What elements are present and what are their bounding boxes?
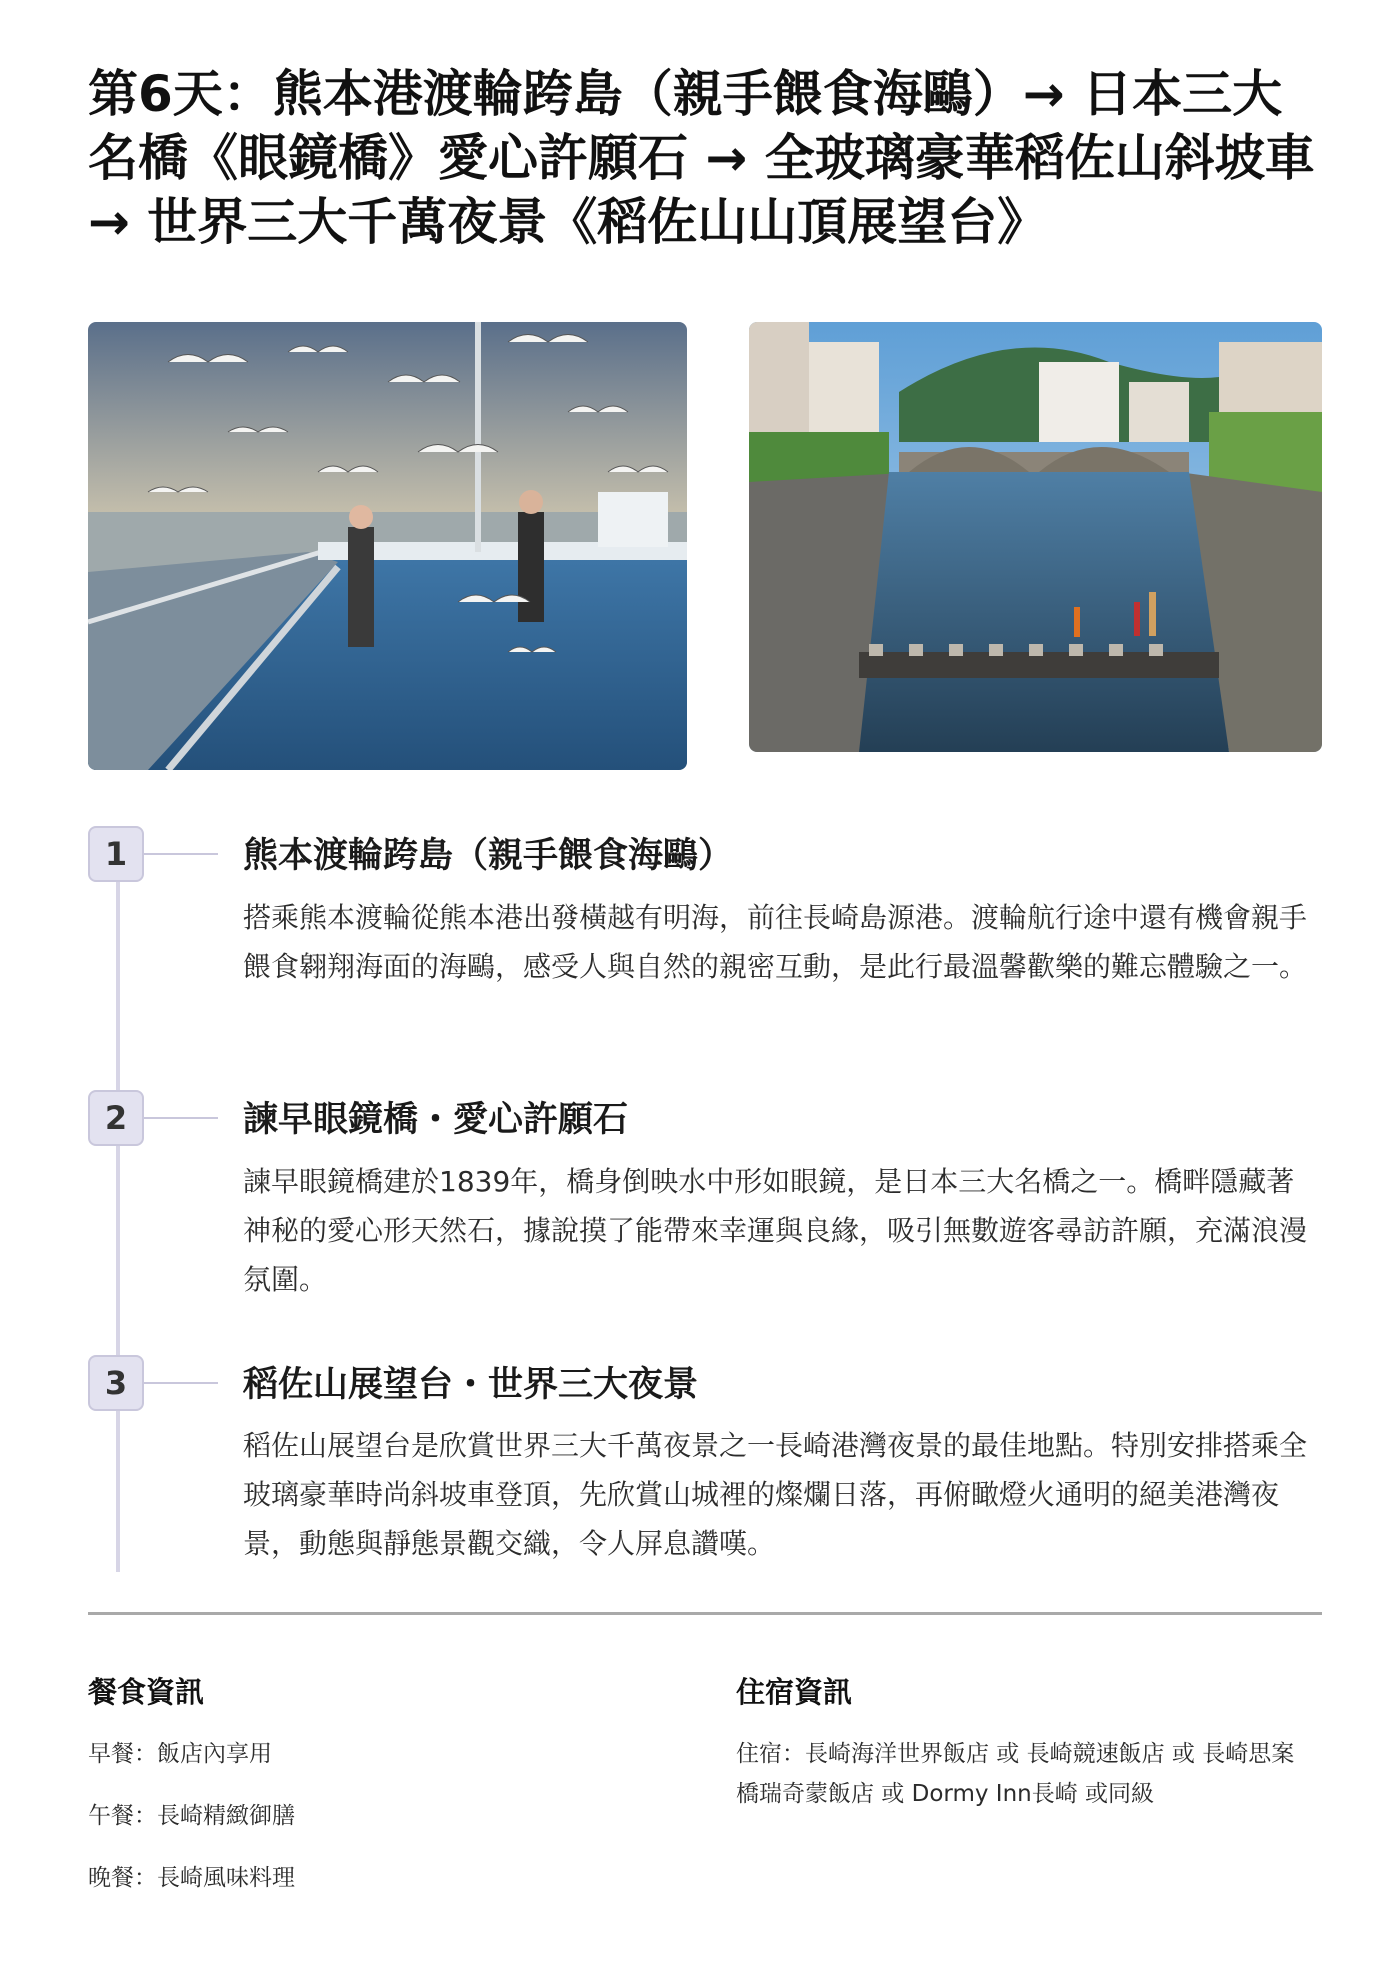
meal-breakfast: 早餐：飯店內享用 xyxy=(88,1741,272,1767)
step-title-1: 熊本渡輪跨島（親手餵食海鷗） xyxy=(243,836,734,876)
ferry-seagull-photo xyxy=(88,322,687,770)
step-title-3: 稻佐山展望台・世界三大夜景 xyxy=(243,1365,699,1405)
accommodation-heading: 住宿資訊 xyxy=(736,1675,853,1709)
page-title: 第6天：熊本港渡輪跨島（親手餵食海鷗）→ 日本三大名橋《眼鏡橋》愛心許願石 → 全玻璃豪華稻佐山斜坡車 → 世界三大千萬夜景《稻佐山山頂展望台》 xyxy=(88,65,1315,251)
timeline-line xyxy=(116,852,120,1572)
meal-lunch: 午餐：長崎精緻御膳 xyxy=(88,1803,295,1829)
step-title-2: 諫早眼鏡橋・愛心許願石 xyxy=(243,1100,629,1140)
section-divider xyxy=(88,1612,1322,1615)
accommodation-text: 住宿：長崎海洋世界飯店 或 長崎競速飯店 或 長崎思案橋瑞奇蒙飯店 或 Dormy Inn長崎 或同級 xyxy=(736,1741,1295,1807)
step-connector-3 xyxy=(144,1382,218,1384)
meals-heading: 餐食資訊 xyxy=(88,1675,205,1709)
megane-bridge-photo xyxy=(749,322,1322,752)
step-description-2: 諫早眼鏡橋建於1839年，橋身倒映水中形如眼鏡，是日本三大名橋之一。橋畔隱藏著神秘的愛心形天然石，據說摸了能帶來幸運與良緣，吸引無數遊客尋訪許願，充滿浪漫氛圍。 xyxy=(243,1165,1308,1296)
step-description-3: 稻佐山展望台是欣賞世界三大千萬夜景之一長崎港灣夜景的最佳地點。特別安排搭乘全玻璃豪華時尚斜坡車登頂，先欣賞山城裡的燦爛日落，再俯瞰燈火通明的絕美港灣夜景，動態與靜態景觀交織，令人屏息讚嘆。 xyxy=(243,1429,1308,1560)
step-connector-1 xyxy=(144,853,218,855)
step-connector-2 xyxy=(144,1117,218,1119)
meal-dinner: 晚餐：長崎風味料理 xyxy=(88,1865,295,1891)
step-number-3: 3 xyxy=(88,1355,144,1411)
step-description-1: 搭乘熊本渡輪從熊本港出發橫越有明海，前往長崎島源港。渡輪航行途中還有機會親手餵食翱翔海面的海鷗，感受人與自然的親密互動，是此行最溫馨歡樂的難忘體驗之一。 xyxy=(243,901,1308,983)
step-number-2: 2 xyxy=(88,1090,144,1146)
step-number-1: 1 xyxy=(88,826,144,882)
